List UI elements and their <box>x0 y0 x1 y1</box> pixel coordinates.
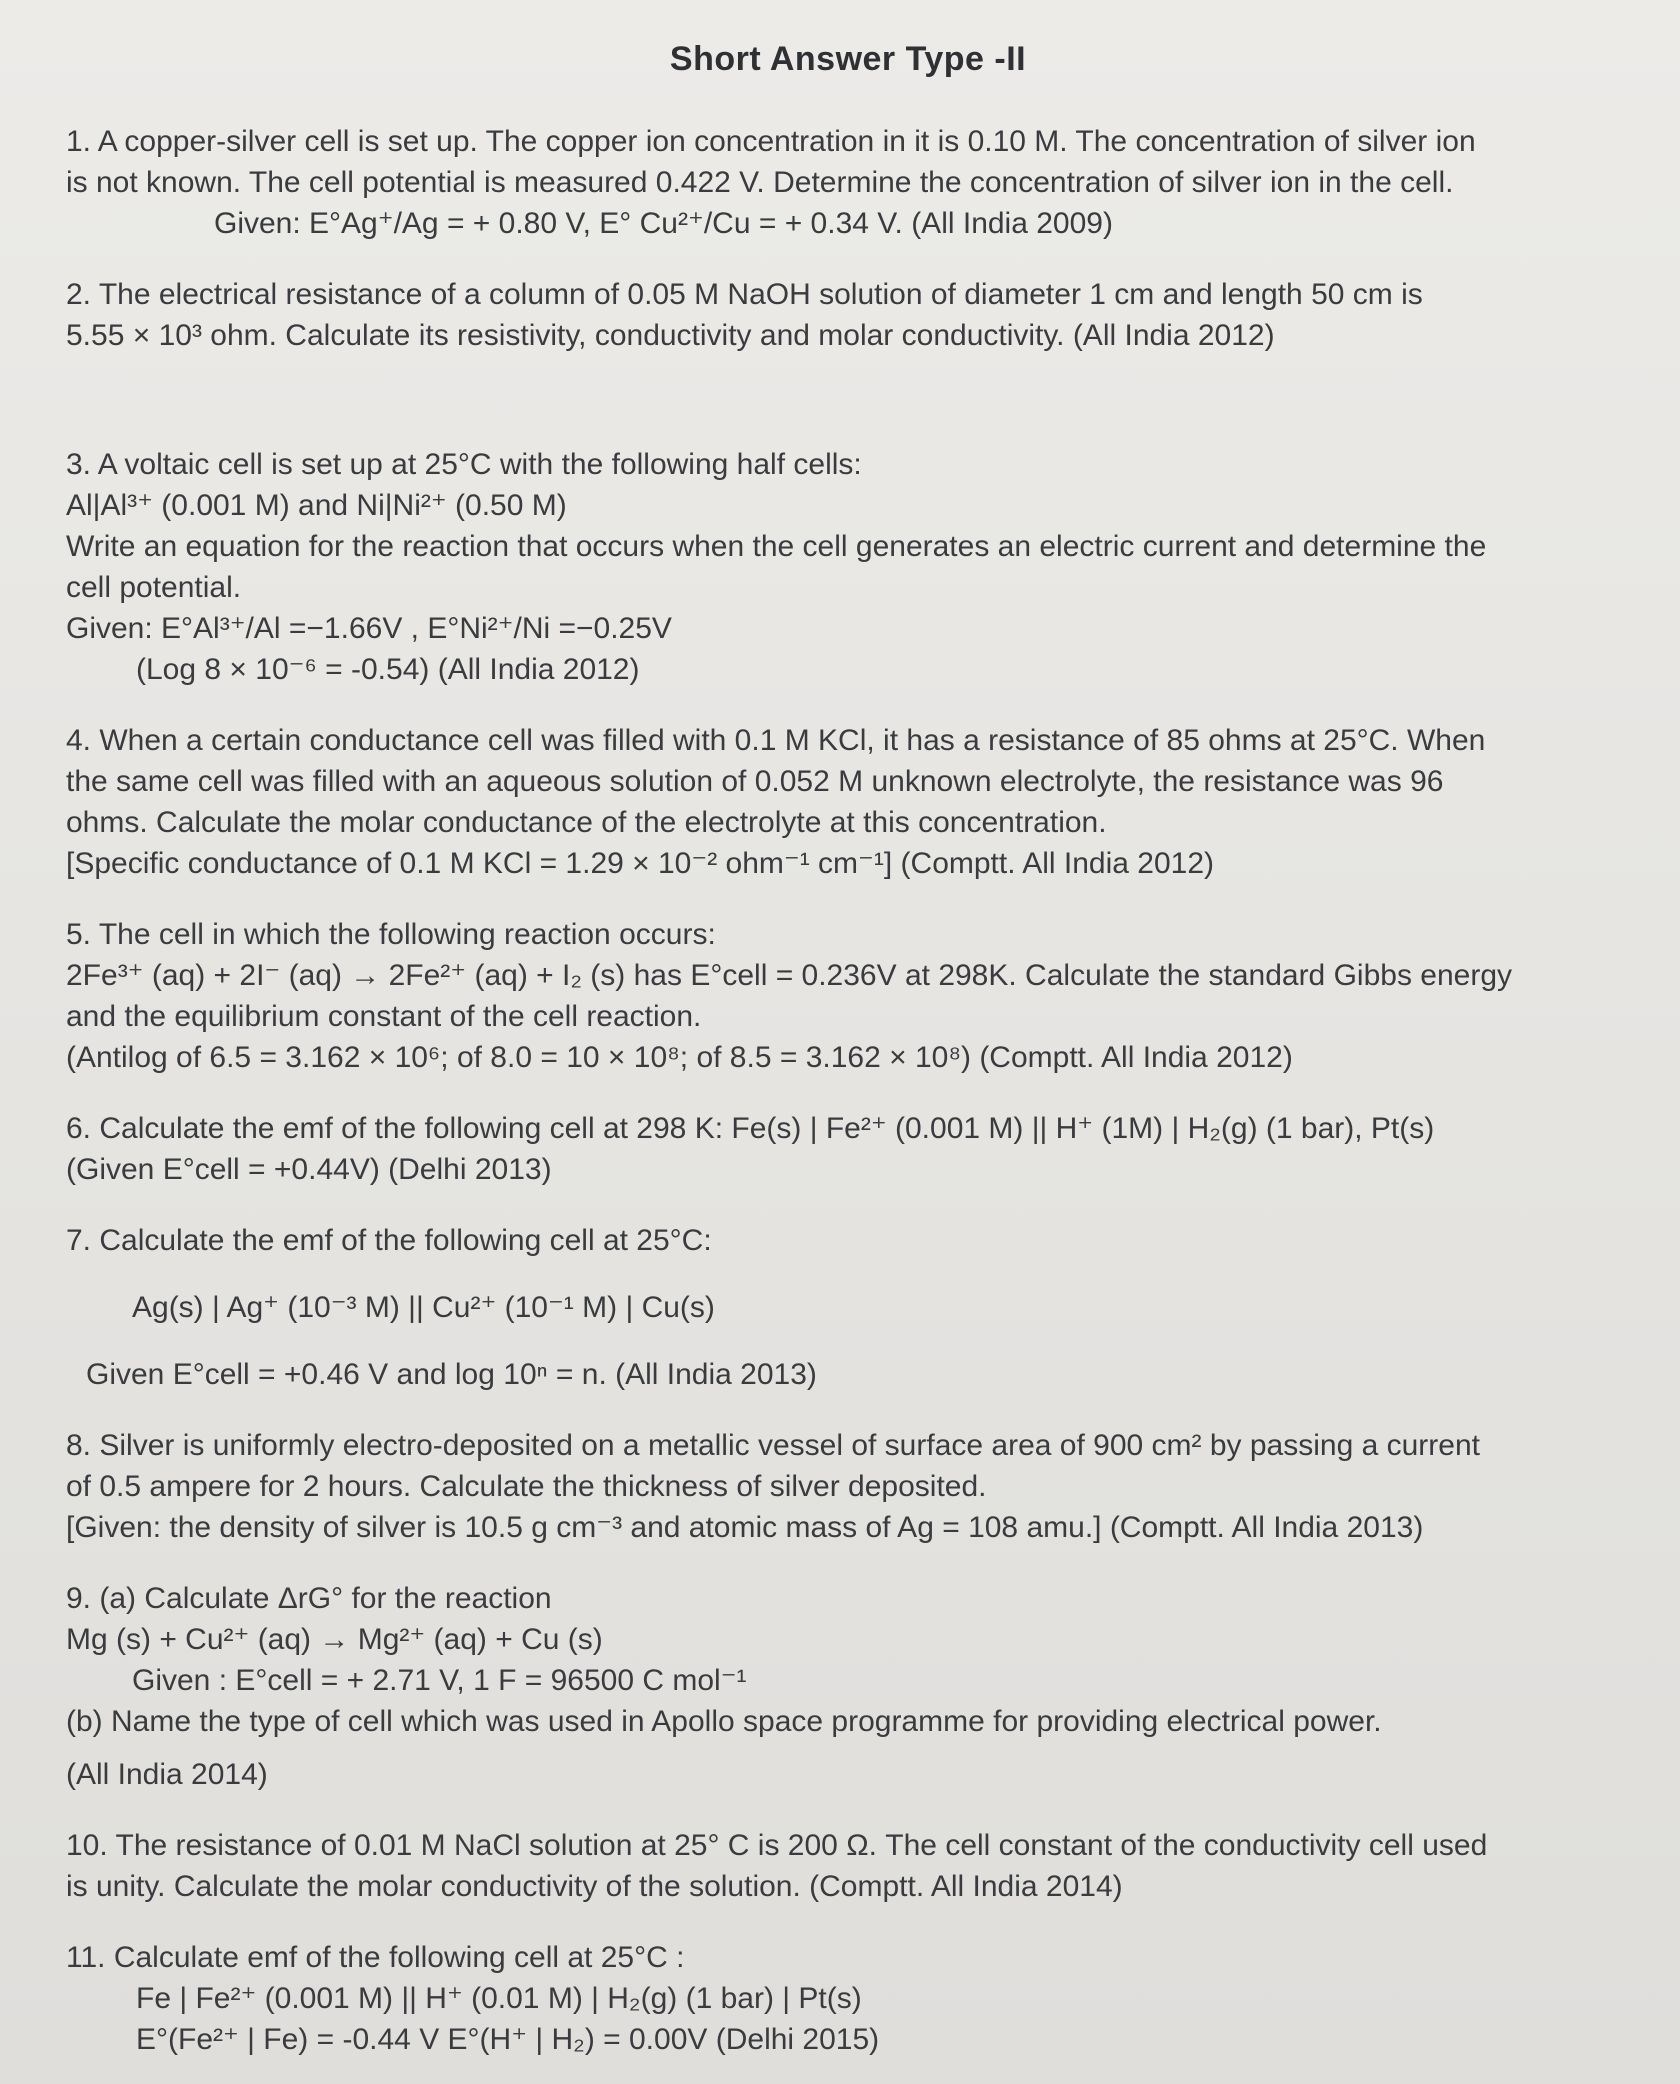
question-6 <box>66 1108 1630 1190</box>
spacer <box>66 1261 1630 1287</box>
question-4-line-3: ohms. Calculate the molar conductance of the electrolyte at this concentration. <box>66 806 1107 839</box>
question-3-line-1: 3. A voltaic cell is set up at 25°C with the following half cells: <box>66 448 862 481</box>
question-4-line-4: [Specific conductance of 0.1 M KCl = 1.29 × 10⁻² ohm⁻¹ cm⁻¹] (Comptt. All India 2012) <box>66 847 1215 880</box>
question-5-line-3: and the equilibrium constant of the cell reaction. <box>66 1000 702 1033</box>
question-6-line-2: (Given E°cell = +0.44V) (Delhi 2013) <box>66 1153 552 1186</box>
question-5 <box>66 914 1630 1078</box>
question-7 <box>66 1220 1630 1395</box>
question-2-line-2: 5.55 × 10³ ohm. Calculate its resistivity, conductivity and molar conductivity. (All India 2012) <box>66 319 1275 352</box>
question-7-line-3: Given E°cell = +0.46 V and log 10ⁿ = n. (All India 2013) <box>86 1358 817 1391</box>
question-3-line-2: Al|Al³⁺ (0.001 M) and Ni|Ni²⁺ (0.50 M) <box>66 489 567 522</box>
question-3-line-3: Write an equation for the reaction that occurs when the cell generates an electric current and determine the <box>66 530 1487 563</box>
spacer <box>66 1742 1630 1754</box>
question-11-line-2: Fe | Fe²⁺ (0.001 M) || H⁺ (0.01 M) | H₂(g) (1 bar) | Pt(s) <box>136 1982 862 2015</box>
question-9 <box>66 1578 1630 1795</box>
spacer <box>66 386 1630 444</box>
question-8 <box>66 1425 1630 1548</box>
question-10 <box>66 1825 1630 1907</box>
question-7-line-1: 7. Calculate the emf of the following cell at 25°C: <box>66 1224 712 1257</box>
question-1-line-1: 1. A copper-silver cell is set up. The copper ion concentration in it is 0.10 M. The concentration of silver ion <box>66 125 1476 158</box>
question-4 <box>66 720 1630 884</box>
question-4-line-1: 4. When a certain conductance cell was filled with 0.1 M KCl, it has a resistance of 85 ohms at 25°C. When <box>66 724 1486 757</box>
question-6-line-1: 6. Calculate the emf of the following cell at 298 K: Fe(s) | Fe²⁺ (0.001 M) || H⁺ (1M) | H₂(g) (1 bar), Pt(s) <box>66 1112 1435 1145</box>
question-11-line-3: E°(Fe²⁺ | Fe) = -0.44 V E°(H⁺ | H₂) = 0.00V (Delhi 2015) <box>136 2023 880 2056</box>
question-9-line-3: Given : E°cell = + 2.71 V, 1 F = 96500 C mol⁻¹ <box>132 1664 747 1697</box>
question-1-line-2: is not known. The cell potential is measured 0.422 V. Determine the concentration of silver ion in the cell. <box>66 166 1454 199</box>
question-10-line-2: is unity. Calculate the molar conductivity of the solution. (Comptt. All India 2014) <box>66 1870 1123 1903</box>
page-title: Short Answer Type -II <box>669 40 1027 78</box>
question-2 <box>66 274 1630 356</box>
question-1 <box>66 121 1630 244</box>
question-3-line-5: Given: E°Al³⁺/Al =−1.66V , E°Ni²⁺/Ni =−0.25V <box>66 612 672 645</box>
question-9-line-4: (b) Name the type of cell which was used in Apollo space programme for providing electrical power. <box>66 1705 1382 1738</box>
question-1-line-3: Given: E°Ag⁺/Ag = + 0.80 V, E° Cu²⁺/Cu = + 0.34 V. (All India 2009) <box>214 207 1113 240</box>
question-8-line-2: of 0.5 ampere for 2 hours. Calculate the thickness of silver deposited. <box>66 1470 987 1503</box>
question-3-line-4: cell potential. <box>66 571 242 604</box>
question-10-line-1: 10. The resistance of 0.01 M NaCl solution at 25° C is 200 Ω. The cell constant of the conductivity cell used <box>66 1829 1488 1862</box>
question-5-line-4: (Antilog of 6.5 = 3.162 × 10⁶; of 8.0 = 10 × 10⁸; of 8.5 = 3.162 × 10⁸) (Comptt. All India 2012) <box>66 1041 1293 1074</box>
question-5-line-2: 2Fe³⁺ (aq) + 2I⁻ (aq) → 2Fe²⁺ (aq) + I₂ (s) has E°cell = 0.236V at 298K. Calculate the standard Gibbs energy <box>66 959 1513 992</box>
question-5-line-1: 5. The cell in which the following reaction occurs: <box>66 918 716 951</box>
question-11 <box>66 1937 1630 2060</box>
question-3-line-6: (Log 8 × 10⁻⁶ = -0.54) (All India 2012) <box>136 653 640 686</box>
question-3 <box>66 444 1630 690</box>
question-9-line-2: Mg (s) + Cu²⁺ (aq) → Mg²⁺ (aq) + Cu (s) <box>66 1623 603 1656</box>
question-4-line-2: the same cell was filled with an aqueous solution of 0.052 M unknown electrolyte, the resistance was 96 <box>66 765 1444 798</box>
spacer <box>66 1328 1630 1354</box>
question-7-line-2: Ag(s) | Ag⁺ (10⁻³ M) || Cu²⁺ (10⁻¹ M) | Cu(s) <box>132 1291 715 1324</box>
question-2-line-1: 2. The electrical resistance of a column of 0.05 M NaOH solution of diameter 1 cm and length 50 cm is <box>66 278 1423 311</box>
question-8-line-1: 8. Silver is uniformly electro-deposited on a metallic vessel of surface area of 900 cm² by passing a current <box>66 1429 1480 1462</box>
question-11-line-1: 11. Calculate emf of the following cell at 25°C : <box>66 1941 685 1974</box>
question-8-line-3: [Given: the density of silver is 10.5 g cm⁻³ and atomic mass of Ag = 108 amu.] (Comptt. All India 2013) <box>66 1511 1424 1544</box>
question-9-line-1: 9. (a) Calculate ΔrG° for the reaction <box>66 1582 552 1615</box>
question-9-line-5: (All India 2014) <box>66 1758 268 1791</box>
